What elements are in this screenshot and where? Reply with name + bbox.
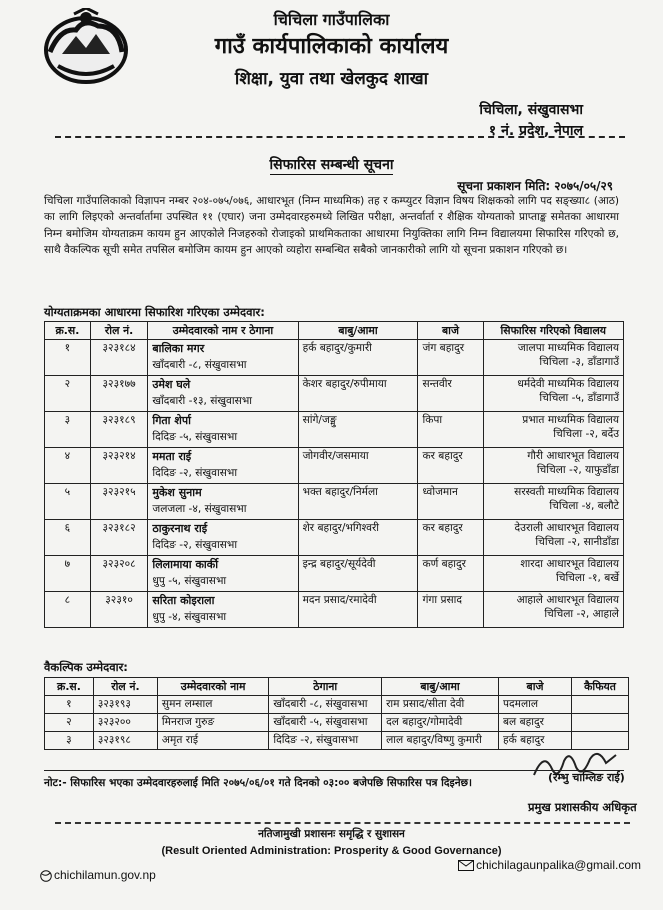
notice-body: चिचिला गाउँपालिकाको विज्ञापन नम्बर २०४-०७५/०७६, आधारभूत (निम्न माध्यमिक) तह र कम्प्युटर विज्ञान विषय शिक्षकको लागि पद सङ्ख्या८ (आठ) का लागि लिइएको अन्तर्वार्तामा उपस्थित ११ (एघार) जना उम्मेदवारहरुमध्ये लिखित परीक्षा, अन्तर्वार्ता र शैक्षिक योग्यताको प्राप्ताङ्क समेतका आधारमा निम्न बमोजिम योग्यताक्रम कायम हुन आएकोले निजहरुको रोजाइको प्राथमिकताका आधारमा नियुक्तिका लागि निम्न विद्यालयमा सिफारिस गरिएको छ, साथै वैकल्पिक सूची समेत तपसिल बमोजिम कायम हुन आएको व्यहोरा सम्बन्धित सबैको जानकारीको लागि यो सूचना प्रकाशन गरिएको छ।: [44, 195, 619, 257]
cell-roll: ३२३१९८: [93, 732, 157, 750]
cell-name-address: [148, 412, 298, 448]
school-location: चिचिला -२, बर्देउ: [553, 428, 619, 440]
candidate-name: ममता राई: [152, 450, 192, 463]
cell-remarks: [572, 714, 629, 732]
cell-sn: ८: [45, 592, 91, 628]
footer-divider: [55, 822, 630, 824]
school-location: चिचिला -१, बर्खे: [555, 572, 619, 584]
table-row: [45, 714, 629, 732]
header-divider: [55, 136, 625, 138]
cell-address: दिदिङ -२, संखुवासभा: [269, 732, 382, 750]
website-text: chichilamun.gov.np: [54, 868, 156, 882]
municipality-name: चिचिला गाउँपालिका: [273, 10, 390, 29]
candidate-address: दिदिङ -२, संखुवासभा: [152, 467, 238, 479]
notice-title: सिफारिस सम्बन्धी सूचना: [269, 157, 394, 173]
table-row: [45, 520, 624, 556]
cell-sn: ४: [45, 448, 91, 484]
col-header-address: ठेगाना: [269, 678, 382, 696]
cell-sn: १: [45, 340, 91, 376]
school-name: आहाले आधारभूत विद्यालय: [516, 594, 619, 606]
col-header-name: उम्मेदवारको नाम: [157, 678, 268, 696]
cell-name-address: [148, 520, 298, 556]
cell-roll: ३२३२१५: [90, 484, 148, 520]
cell-roll: ३२३१८४: [90, 340, 148, 376]
table-row: [45, 412, 624, 448]
cell-sn: २: [45, 714, 94, 732]
cell-school: [483, 412, 623, 448]
address-line-1: चिचिला, संखुवासभा: [479, 102, 583, 118]
cell-name: सुमन लम्साल: [157, 696, 268, 714]
school-name: जालपा माध्यमिक विद्यालय: [517, 342, 619, 354]
candidate-name: उमेश घले: [152, 378, 191, 391]
table-row: [45, 340, 624, 376]
recommended-table: [44, 321, 624, 628]
cell-grandfather: बल बहादुर: [498, 714, 571, 732]
cell-school: [483, 340, 623, 376]
col-header-roll: रोल नं.: [90, 322, 148, 340]
cell-name-address: [148, 592, 298, 628]
cell-school: [483, 448, 623, 484]
cell-grandfather: जंग बहादुर: [418, 340, 483, 376]
cell-grandfather: किपा: [418, 412, 483, 448]
school-name: सरस्वती माध्यमिक विद्यालय: [514, 486, 619, 498]
cell-roll: ३२३१०: [90, 592, 148, 628]
cell-roll: ३२३२००: [93, 714, 157, 732]
candidate-address: दिदिङ -२, संखुवासभा: [152, 539, 238, 551]
cell-school: [483, 484, 623, 520]
cell-parents: सांगे/जङ्मु: [298, 412, 418, 448]
col-header-sn: क्र.स.: [45, 678, 94, 696]
candidate-name: ठाकुरनाथ राई: [152, 522, 208, 535]
candidate-name: मुकेश सुनाम: [152, 486, 202, 499]
cell-grandfather: गंगा प्रसाद: [418, 592, 483, 628]
publication-date: सूचना प्रकाशन मिति: २०७५/०५/२९: [457, 179, 613, 193]
candidate-address: दिदिङ -५, संखुवासभा: [152, 431, 238, 443]
col-header-parents: बाबु/आमा: [382, 678, 499, 696]
cell-parents: राम प्रसाद/सीता देवी: [382, 696, 499, 714]
cell-parents: शेर बहादुर/भगिश्वरी: [298, 520, 418, 556]
table-row: [45, 448, 624, 484]
note-text: नोट:- सिफारिस भएका उम्मेदवारहरुलाई मिति २०७५/०६/०१ गते दिनको ०३:०० बजेपछि सिफारिस पत्र दिइनेछ।: [44, 777, 473, 789]
cell-grandfather: ध्वोजमान: [418, 484, 483, 520]
table-row: [45, 376, 624, 412]
recommended-label: योग्यताक्रमका आधारमा सिफारिश गरिएका उम्मेदवार:: [44, 305, 265, 319]
table-header-row: [45, 678, 629, 696]
cell-sn: ५: [45, 484, 91, 520]
cell-grandfather: कर्ण बहादुर: [418, 556, 483, 592]
alternate-table: [44, 677, 629, 750]
cell-name-address: [148, 484, 298, 520]
cell-grandfather: कर बहादुर: [418, 448, 483, 484]
cell-parents: हर्क बहादुर/कुमारी: [298, 340, 418, 376]
school-location: चिचिला -४, बलौटे: [549, 500, 619, 512]
col-header-grandfather: बाजे: [418, 322, 483, 340]
cell-parents: लाल बहादुर/विष्णु कुमारी: [382, 732, 499, 750]
school-name: धर्मदेवी माध्यमिक विद्यालय: [517, 378, 619, 390]
col-header-parents: बाबु/आमा: [298, 322, 418, 340]
motto-nepali: नतिजामुखी प्रशासनः समृद्धि र सुशासन: [258, 828, 405, 840]
cell-grandfather: पदमलाल: [498, 696, 571, 714]
website-link[interactable]: [40, 868, 156, 882]
candidate-address: जलजला -४, संखुवासभा: [152, 503, 247, 515]
candidate-name: सरिता कोइराला: [152, 594, 215, 607]
candidate-name: गिता शेर्पा: [152, 414, 191, 427]
cell-name: मिनराज गुरुङ: [157, 714, 268, 732]
cell-roll: ३२३१८२: [90, 520, 148, 556]
signatory-title: प्रमुख प्रशासकीय अधिकृत: [528, 800, 637, 814]
cell-address: खाँदबारी -८, संखुवासभा: [269, 696, 382, 714]
cell-parents: दल बहादुर/गोमादेवी: [382, 714, 499, 732]
school-location: चिचिला -२, याफुडाँडा: [536, 464, 619, 476]
col-header-sn: क्र.स.: [45, 322, 91, 340]
cell-roll: ३२३१९३: [93, 696, 157, 714]
cell-parents: मदन प्रसाद/रमादेवी: [298, 592, 418, 628]
cell-grandfather: सन्तवीर: [418, 376, 483, 412]
cell-name-address: [148, 556, 298, 592]
cell-school: [483, 520, 623, 556]
col-header-grandfather: बाजे: [498, 678, 571, 696]
school-location: चिचिला -२, सानीडाँडा: [535, 536, 619, 548]
office-name: गाउँ कार्यपालिकाको कार्यालय: [214, 34, 449, 59]
email-address[interactable]: [458, 858, 641, 872]
signatory-name: (रम्भु चाम्लिङ राई): [548, 771, 625, 784]
school-location: चिचिला -२, आहाले: [544, 608, 619, 620]
cell-sn: ७: [45, 556, 91, 592]
candidate-name: बालिका मगर: [152, 342, 205, 355]
cell-parents: केशर बहादुर/रुपीमाया: [298, 376, 418, 412]
school-name: देउराली आधारभूत विद्यालय: [514, 522, 619, 534]
cell-sn: २: [45, 376, 91, 412]
cell-school: [483, 592, 623, 628]
col-header-name-address: उम्मेदवारको नाम र ठेगाना: [148, 322, 298, 340]
cell-name-address: [148, 376, 298, 412]
candidate-address: धुपु -५, संखुवासभा: [152, 575, 227, 587]
school-name: गौरी आधारभूत विद्यालय: [527, 450, 619, 462]
branch-name: शिक्षा, युवा तथा खेलकुद शाखा: [234, 69, 429, 89]
cell-parents: जोगवीर/जसमाया: [298, 448, 418, 484]
cell-name: अमृत राई: [157, 732, 268, 750]
table-row: [45, 556, 624, 592]
col-header-remarks: कैफियत: [572, 678, 629, 696]
globe-icon: [40, 870, 52, 882]
cell-parents: इन्द्र बहादुर/सूर्यदेवी: [298, 556, 418, 592]
cell-roll: ३२३२१४: [90, 448, 148, 484]
envelope-icon: [458, 860, 474, 871]
candidate-address: खाँदबारी -८, संखुवासभा: [152, 359, 247, 371]
cell-address: खाँदबारी -५, संखुवासभा: [269, 714, 382, 732]
alternate-label: वैकल्पिक उम्मेदवार:: [44, 660, 128, 674]
school-name: प्रभात माध्यमिक विद्यालय: [522, 414, 619, 426]
cell-remarks: [572, 696, 629, 714]
address-line-2: १ नं. प्रदेश, नेपाल: [488, 123, 583, 139]
cell-sn: ३: [45, 732, 94, 750]
cell-name-address: [148, 448, 298, 484]
cell-roll: ३२३१८९: [90, 412, 148, 448]
note-divider: [44, 770, 624, 771]
table-row: [45, 484, 624, 520]
cell-school: [483, 556, 623, 592]
school-location: चिचिला -५, डाँडागाउँ: [539, 392, 619, 404]
candidate-address: खाँदबारी -१३, संखुवासभा: [152, 395, 253, 407]
table-row: [45, 696, 629, 714]
table-row: [45, 592, 624, 628]
motto-english: (Result Oriented Administration: Prosperity & Good Governance): [161, 845, 502, 857]
cell-school: [483, 376, 623, 412]
cell-sn: ३: [45, 412, 91, 448]
cell-roll: ३२३१७७: [90, 376, 148, 412]
cell-sn: ६: [45, 520, 91, 556]
school-name: शारदा आधारभूत विद्यालय: [520, 558, 619, 570]
cell-roll: ३२३२०८: [90, 556, 148, 592]
cell-parents: भक्त बहादुर/निर्मला: [298, 484, 418, 520]
school-location: चिचिला -३, डाँडागाउँ: [539, 356, 619, 368]
cell-name-address: [148, 340, 298, 376]
cell-grandfather: हर्क बहादुर: [498, 732, 571, 750]
email-text: chichilagaunpalika@gmail.com: [476, 858, 641, 872]
cell-sn: १: [45, 696, 94, 714]
col-header-roll: रोल नं.: [93, 678, 157, 696]
table-header-row: [45, 322, 624, 340]
candidate-address: धुपु -४, संखुवासभा: [152, 611, 227, 623]
candidate-name: लिलामाया कार्की: [152, 558, 219, 571]
cell-grandfather: कर बहादुर: [418, 520, 483, 556]
col-header-school: सिफारिस गरिएको विद्यालय: [483, 322, 623, 340]
